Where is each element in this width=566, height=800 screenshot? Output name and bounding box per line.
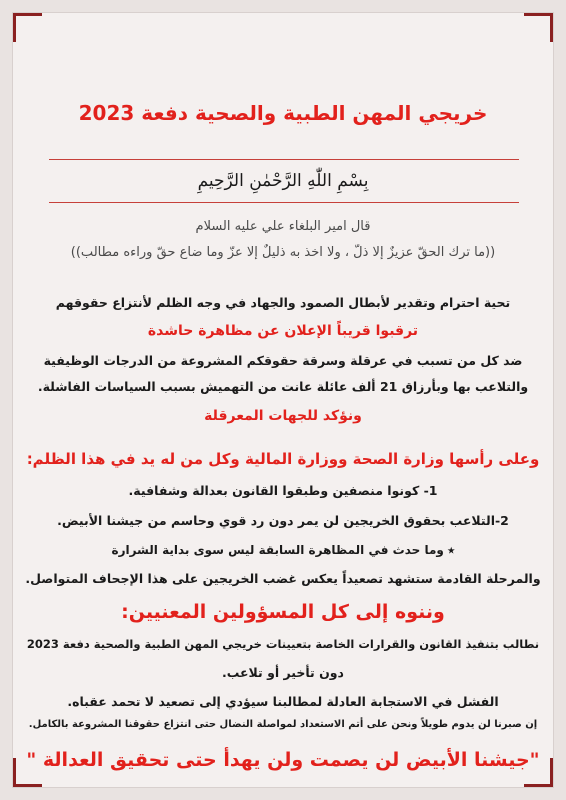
basmala: بِسْمِ اللّٰهِ الرَّحْمٰنِ الرَّحِيمِ [197, 171, 369, 191]
body-line-2: ترقبوا قريباً الإعلان عن مظاهرة حاشدة [147, 323, 419, 339]
body-line-13: دون تأخير أو تلاعب. [222, 665, 344, 680]
page-title: خريجي المهن الطبية والصحية دفعة 2023 [78, 101, 488, 125]
body-line-3: ضد كل من تسبب في عرقلة وسرقة حقوقكم المشروعة من الدرجات الوظيفية [43, 353, 523, 368]
body-line-10: والمرحلة القادمة ستشهد تصعيداً يعكس غضب الخريجين على هذا الإجحاف المتواصل. [25, 571, 541, 586]
body-line-14: الفشل في الاستجابة العادلة لمطالبنا سيؤدي إلى تصعيد لا تحمد عقباه. [67, 694, 499, 709]
corner-ornament-top-right [524, 13, 553, 42]
document-page [12, 12, 554, 788]
divider-bottom [49, 202, 519, 203]
body-line-9: ⭑ وما حدث في المظاهرة السابقة ليس سوى بداية الشرارة [111, 543, 455, 557]
body-line-8: 2-التلاعب بحقوق الخريجين لن يمر دون رد قوي وحاسم من جيشنا الأبيض. [57, 513, 509, 528]
body-line-11: وننوه إلى كل المسؤولين المعنيين: [121, 601, 445, 623]
body-line-5: ونؤكد للجهات المعرقلة [204, 408, 362, 424]
quote-text: ((ما ترك الحقّ عزيزٌ إلا ذلّ ، ولا اخذ به ذليلٌ إلا عزّ وما ضاع حقّ وراءه مطالب)) [70, 245, 496, 260]
body-line-4: والتلاعب بها وبأرزاق 21 ألف عائلة عانت من التهميش بسبب السياسات الفاشلة. [37, 379, 529, 394]
closing-slogan: "جيشنا الأبيض لن يصمت ولن يهدأ حتى تحقيق العدالة " [26, 749, 540, 771]
divider-top [49, 159, 519, 160]
body-line-15: إن صبرنا لن يدوم طويلاً ونحن على أتم الاستعداد لمواصلة النضال حتى انتزاع حقوقنا المشروعة بالكامل. [28, 719, 538, 730]
corner-ornament-top-left [13, 13, 42, 42]
body-line-7: 1- كونوا منصفين وطبقوا القانون بعدالة وشفافية. [128, 483, 438, 498]
quote-attribution: قال امير البلغاء علي عليه السلام [195, 219, 371, 234]
body-line-6: وعلى رأسها وزارة الصحة ووزارة المالية وكل من له يد في هذا الظلم: [26, 450, 540, 468]
body-line-12: نطالب بتنفيذ القانون والقرارات الخاصة بتعيينات خريجي المهن الطبية والصحية دفعة 2023 [26, 637, 540, 651]
body-line-1: تحية احترام وتقدير لأبطال الصمود والجهاد في وجه الظلم لأنتزاع حقوقهم [55, 295, 511, 310]
